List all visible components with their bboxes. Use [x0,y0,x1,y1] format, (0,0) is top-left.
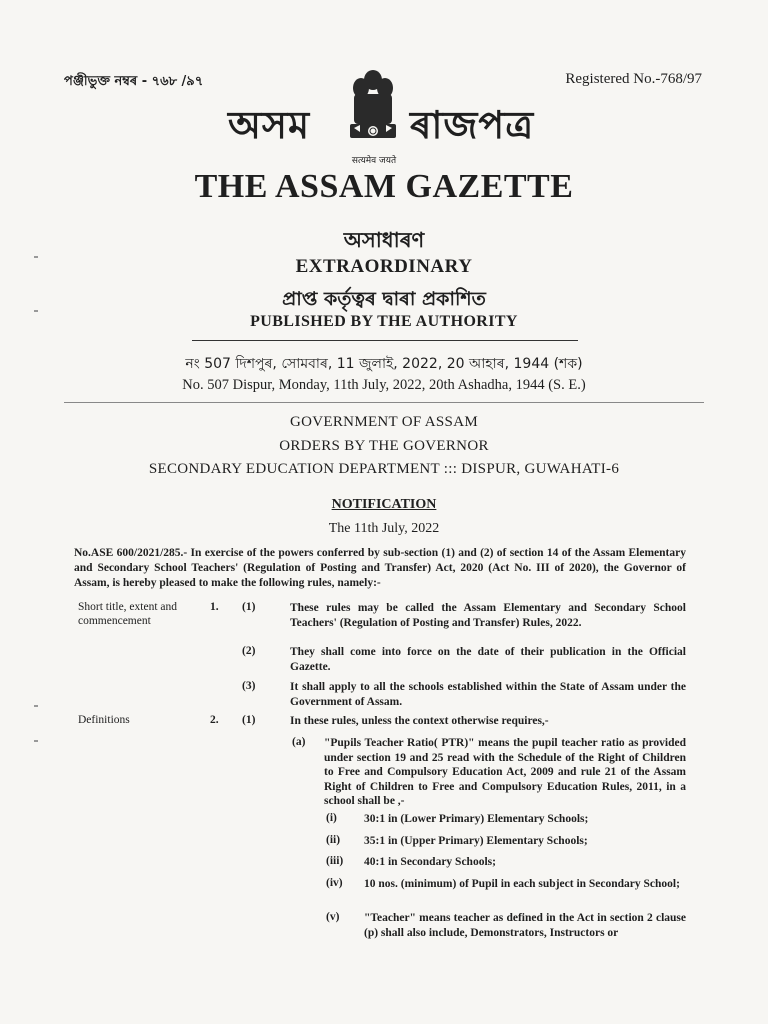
rule1-3-text: It shall apply to all the schools established within the State of Assam under the Government of Assam. [290,681,686,708]
item-iii-number: (iii) [326,855,344,867]
item-iv-text: 10 nos. (minimum) of Pupil in each subject in Secondary School; [364,878,680,890]
rule2-1-number: (1) [242,714,256,726]
rule1-1-text: These rules may be called the Assam Elementary and Secondary School Teachers' (Regulation of Posting and Transfer) Rules, 2022. [290,602,686,629]
notification-heading: NOTIFICATION [331,497,437,512]
masthead-assam: অসম [228,103,311,147]
rule1-number: 1. [210,601,219,613]
item-ii-text: 35:1 in (Upper Primary) Elementary Schools; [364,835,588,847]
rule1-2-number: (2) [242,645,256,657]
rule1-1-number: (1) [242,601,256,613]
item-iii-text: 40:1 in Secondary Schools; [364,856,496,868]
orders-line: ORDERS BY THE GOVERNOR [279,438,489,454]
scan-speck [34,256,38,258]
item-v-text: "Teacher" means teacher as defined in the Act in section 2 clause (p) shall also include, Demonstrators, Instructors or [364,912,686,939]
national-emblem-icon [340,66,406,164]
item-ii-number: (ii) [326,834,341,846]
item-iv-number: (iv) [326,877,343,889]
clause-a-number: (a) [292,736,306,748]
issue-divider [64,402,704,403]
item-i-text: 30:1 in (Lower Primary) Elementary Schools; [364,813,589,825]
scan-speck [34,705,38,707]
published-by-authority: PUBLISHED BY THE AUTHORITY [250,313,518,330]
rule2-1-text: In these rules, unless the context otherwise requires,- [290,715,549,727]
rule1-3-number: (3) [242,680,256,692]
issue-date: No. 507 Dispur, Monday, 11th July, 2022, 20th Ashadha, 1944 (S. E.) [182,377,586,393]
issue-date-bengali: নং 507 দিশপুৰ, সোমবাৰ, 11 জুলাই, 2022, 20 আহাৰ, 1944 (শক) [185,356,583,372]
item-v-number: (v) [326,911,340,923]
masthead-rajpatra: ৰাজপত্ৰ [410,103,535,147]
department-line: SECONDARY EDUCATION DEPARTMENT ::: DISPUR, GUWAHATI-6 [148,461,620,477]
scan-speck [34,740,38,742]
notification-date: The 11th July, 2022 [328,521,440,536]
registration-number-bengali: পঞ্জীভুক্ত নম্বৰ - ৭৬৮ /৯৭ [64,74,204,89]
registration-number: Registered No.-768/97 [565,71,702,87]
item-i-number: (i) [326,812,337,824]
header-divider [192,340,578,341]
extraordinary-label: EXTRAORDINARY [295,256,473,277]
rule2-side-heading: Definitions [78,714,130,726]
clause-a-text: "Pupils Teacher Ratio( PTR)" means the pupil teacher ratio as provided under section 19 and 25 read with the Schedule of the Right of Children to Free and Compulsory Education Act, 2009 and rule 21 of the Assam Right of Children to Free and Compulsory Education Rules, 2011, in a school shall be ,- [324,737,686,807]
rule1-2-text: They shall come into force on the date of their publication in the Official Gazette. [290,646,686,673]
rule1-side-heading: Short title, extent and commencement [78,601,178,627]
rule2-number: 2. [210,714,219,726]
gazette-title: THE ASSAM GAZETTE [194,168,574,205]
emblem-motto: सत्यमेव जयते [351,156,397,166]
notification-preamble: No.ASE 600/2021/285.- In exercise of the powers conferred by sub-section (1) and (2) of section 14 of the Assam Elementary and Secondary School Teachers' (Regulation of Posting and Transfer) Act, 2020 (Act No. III of 2020), the Governor of Assam, is hereby pleased to make the following rules, namely:- [74,547,686,589]
government-line: GOVERNMENT OF ASSAM [290,414,478,430]
published-by-authority-bengali: প্ৰাপ্ত কৰ্তৃত্বৰ দ্বাৰা প্ৰকাশিত [282,288,486,310]
extraordinary-bengali: অসাধাৰণ [343,228,425,252]
scan-speck [34,310,38,312]
